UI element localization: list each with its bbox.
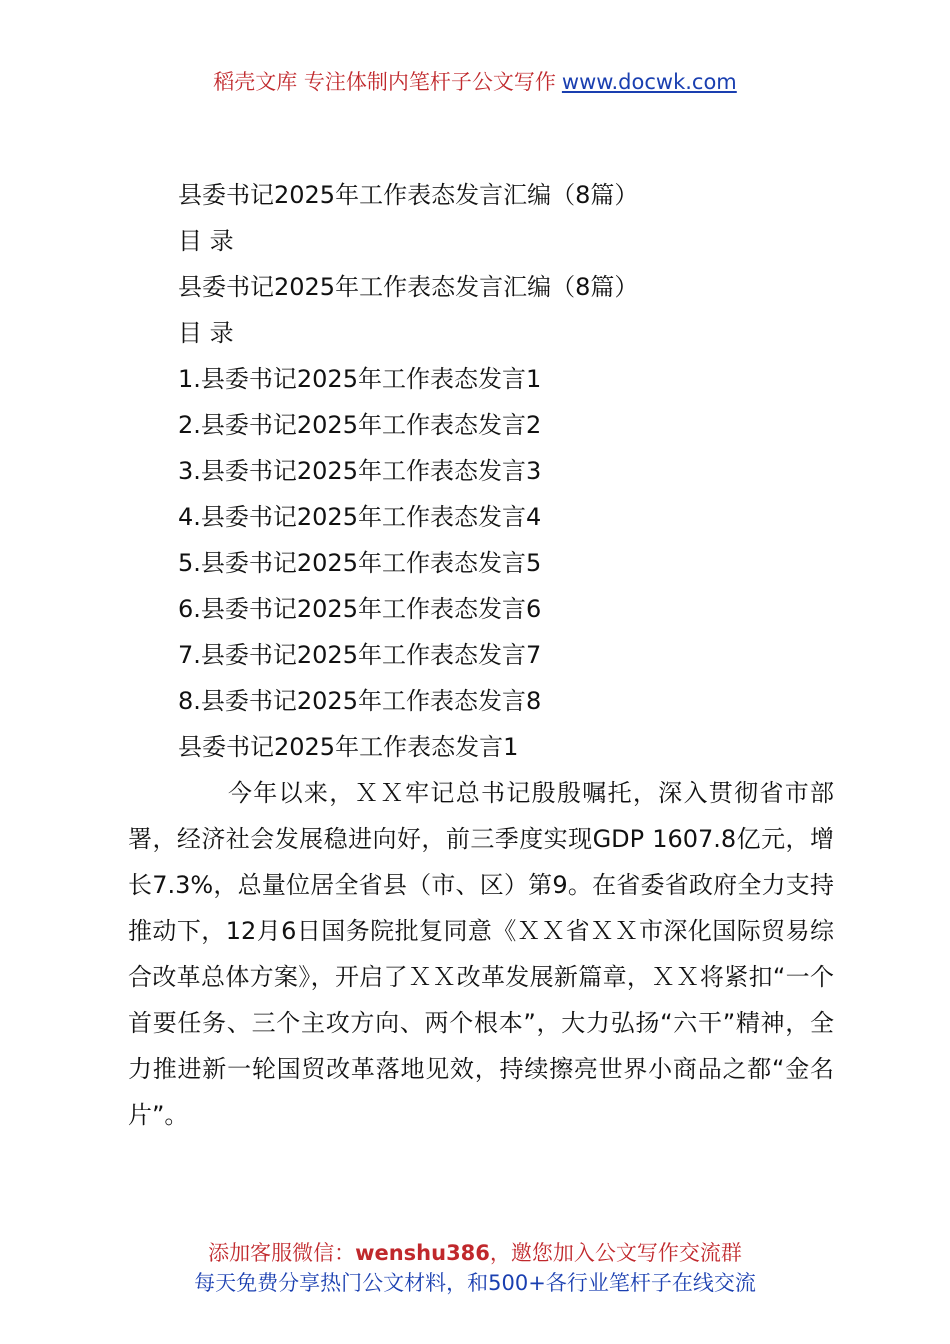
toc-item: 7.县委书记2025年工作表态发言7 (178, 641, 542, 669)
document-title: 县委书记2025年工作表态发言汇编（8篇） (178, 181, 639, 209)
toc-heading: 目 录 (178, 227, 234, 255)
document-title: 县委书记2025年工作表态发言汇编（8篇） (178, 273, 639, 301)
toc-item: 2.县委书记2025年工作表态发言2 (178, 411, 542, 439)
page-footer (0, 1238, 950, 1298)
footer-wechat-prefix: 添加客服微信： (208, 1241, 356, 1265)
footer-wechat-id: wenshu386 (355, 1241, 490, 1265)
toc-item: 3.县委书记2025年工作表态发言3 (178, 457, 542, 485)
toc-heading: 目 录 (178, 319, 234, 347)
footer-wechat-suffix: ，邀您加入公文写作交流群 (489, 1241, 742, 1265)
footer-line-1 (0, 1238, 950, 1268)
toc-item: 8.县委书记2025年工作表态发言8 (178, 687, 542, 715)
toc-item: 6.县委书记2025年工作表态发言6 (178, 595, 542, 623)
toc-item: 5.县委书记2025年工作表态发言5 (178, 549, 542, 577)
toc-item: 4.县委书记2025年工作表态发言4 (178, 503, 542, 531)
section-heading: 县委书记2025年工作表态发言1 (178, 733, 519, 761)
footer-line-2: 每天免费分享热门公文材料，和500+各行业笔杆子在线交流 (194, 1271, 756, 1295)
toc-item: 1.县委书记2025年工作表态发言1 (178, 365, 542, 393)
header-text: 稻壳文库 专注体制内笔杆子公文写作 (213, 70, 556, 94)
table-of-contents (178, 172, 858, 770)
body-paragraph: 今年以来，ＸＸ牢记总书记殷殷嘱托，深入贯彻省市部署，经济社会发展稳进向好，前三季度实现GDP 1607.8亿元，增长7.3%，总量位居全省县（市、区）第9。在省委省政府全力支持推动下，12月6日国务院批复同意《ＸＸ省ＸＸ市深化国际贸易综合改革总体方案》，开启了ＸＸ改革发展新篇章，ＸＸ将紧扣“一个首要任务、三个主攻方向、两个根本”，大力弘扬“六干”精神，全力推进新一轮国贸改革落地见效，持续擦亮世界小商品之都“金名片”。 (128, 779, 834, 1129)
page-header (0, 66, 950, 96)
header-site-link[interactable]: www.docwk.com (561, 70, 737, 94)
